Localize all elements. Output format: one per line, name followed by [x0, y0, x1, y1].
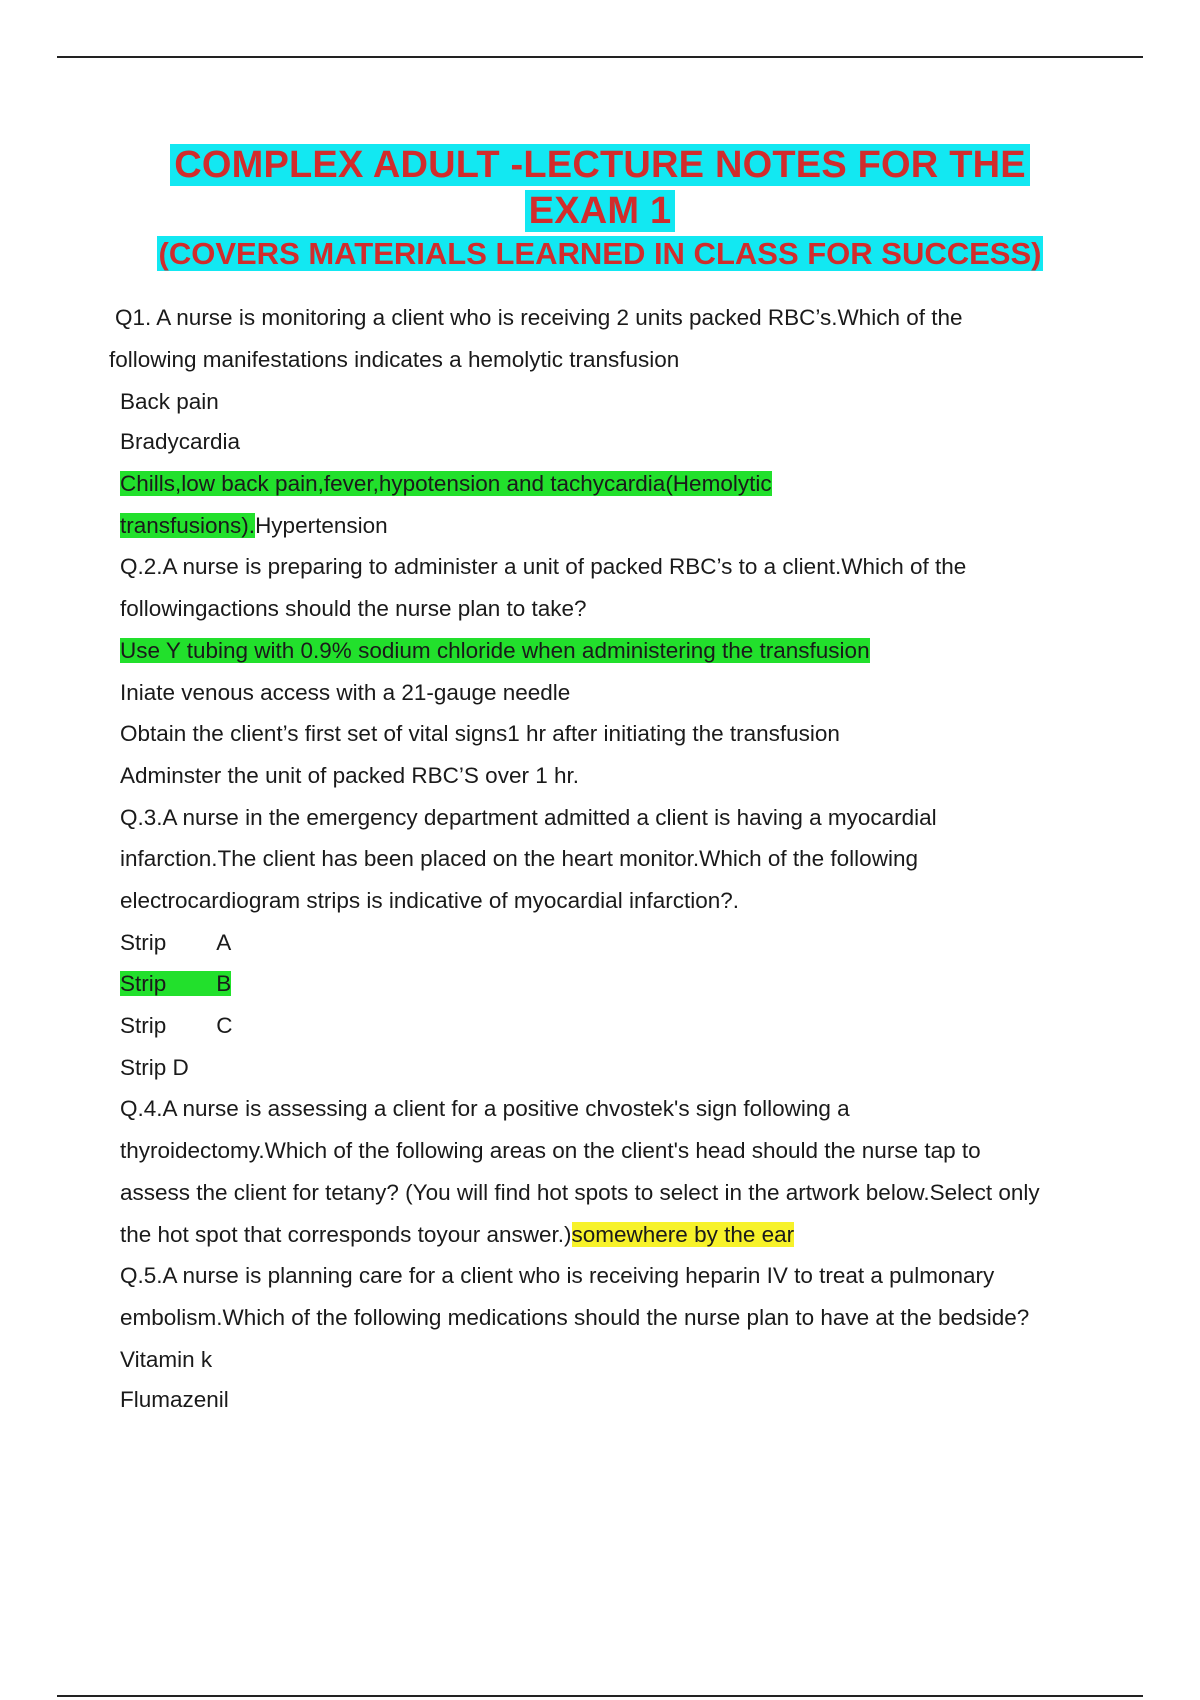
- q2-answer-highlight: Use Y tubing with 0.9% sodium chloride when administering the transfusion: [120, 638, 870, 663]
- q1-answer-highlight-cont: transfusions).: [120, 513, 256, 538]
- q3-stem-line-3: electrocardiogram strips is indicative of myocardial infarction?.: [120, 888, 740, 913]
- q3-option-c: Strip C: [120, 1013, 233, 1038]
- q4-answer-highlight: somewhere by the ear: [571, 1222, 795, 1247]
- title-line-2: EXAM 1: [0, 188, 1200, 234]
- q2-option-4: Adminster the unit of packed RBC’S over 1 hr.: [120, 763, 579, 788]
- title-line-1: COMPLEX ADULT -LECTURE NOTES FOR THE: [0, 142, 1200, 188]
- q1-option-4: Hypertension: [255, 513, 388, 538]
- q5-stem-line-2: embolism.Which of the following medications should the nurse plan to have at the bedside?: [120, 1305, 1030, 1330]
- q4-stem-line-3: assess the client for tetany? (You will find hot spots to select in the artwork below.Select only: [120, 1180, 1040, 1205]
- bottom-rule: [57, 1695, 1143, 1697]
- q3-stem-line-1: Q.3.A nurse in the emergency department admitted a client is having a myocardial: [120, 805, 937, 830]
- subtitle: (COVERS MATERIALS LEARNED IN CLASS FOR SUCCESS): [158, 236, 1042, 271]
- q3-answer-highlight: Strip B: [120, 971, 232, 996]
- title-block: [0, 142, 1200, 274]
- q1-answer-line-1: [120, 469, 772, 499]
- q3-option-a: Strip A: [120, 930, 232, 955]
- q1-option-1: Back pain: [120, 389, 219, 414]
- q2-option-3: Obtain the client’s first set of vital signs1 hr after initiating the transfusion: [120, 721, 840, 746]
- q5-stem-line-1: Q.5.A nurse is planning care for a client who is receiving heparin IV to treat a pulmonary: [120, 1263, 995, 1288]
- q4-stem-line-2: thyroidectomy.Which of the following areas on the client's head should the nurse tap to: [120, 1138, 981, 1163]
- q5-option-1: Vitamin k: [120, 1347, 213, 1372]
- top-rule: [57, 56, 1143, 58]
- q5-option-2: Flumazenil: [120, 1387, 229, 1412]
- q2-stem-line-2: followingactions should the nurse plan to take?: [120, 596, 587, 621]
- q1-answer-highlight: Chills,low back pain,fever,hypotension and tachycardia(Hemolytic: [120, 471, 772, 496]
- q2-answer: [120, 636, 870, 666]
- q1-stem-line-1: Q1. A nurse is monitoring a client who is receiving 2 units packed RBC’s.Which of the: [115, 305, 963, 330]
- q1-answer-line-2: [120, 511, 388, 541]
- q3-stem-line-2: infarction.The client has been placed on the heart monitor.Which of the following: [120, 846, 918, 871]
- q4-stem-line-4: the hot spot that corresponds toyour answer.)somewhere by the ear: [120, 1222, 795, 1247]
- q3-option-b: [120, 969, 231, 999]
- q2-option-2: Iniate venous access with a 21-gauge needle: [120, 680, 571, 705]
- q1-stem-line-2: following manifestations indicates a hemolytic transfusion: [109, 347, 680, 372]
- q3-option-d: Strip D: [120, 1055, 189, 1080]
- q2-stem-line-1: Q.2.A nurse is preparing to administer a unit of packed RBC’s to a client.Which of the: [120, 554, 967, 579]
- q4-stem-line-1: Q.4.A nurse is assessing a client for a positive chvostek's sign following a: [120, 1096, 850, 1121]
- q1-option-2: Bradycardia: [120, 429, 241, 454]
